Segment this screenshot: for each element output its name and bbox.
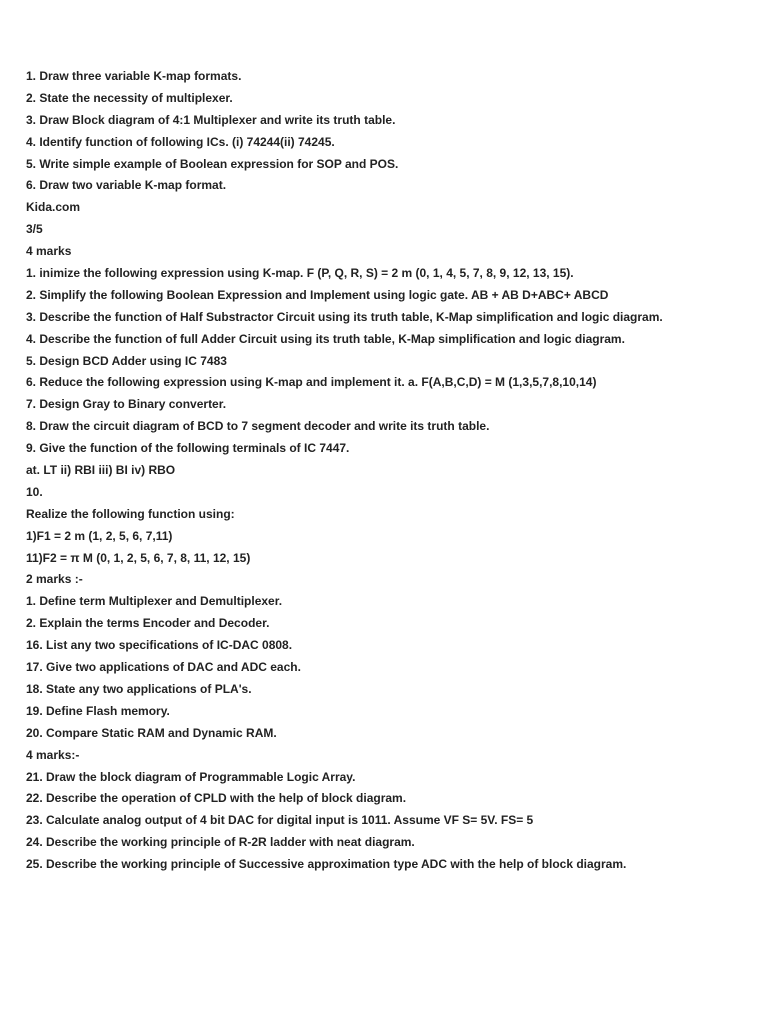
question-line: 6. Reduce the following expression using K-map and implement it. a. F(A,B,C,D) = M (1,3,5,7,8,10,14) bbox=[26, 375, 597, 390]
question-line: 2. State the necessity of multiplexer. bbox=[26, 90, 233, 105]
question-line: 20. Compare Static RAM and Dynamic RAM. bbox=[26, 725, 277, 740]
question-line: 2. Explain the terms Encoder and Decoder. bbox=[26, 616, 270, 631]
question-line: 16. List any two specifications of IC-DAC 0808. bbox=[26, 638, 293, 653]
question-line: 5. Design BCD Adder using IC 7483 bbox=[26, 353, 227, 368]
question-line: 1. inimize the following expression using K-map. F (P, Q, R, S) = 2 m (0, 1, 4, 5, 7, 8, 9, 12, 13, 15). bbox=[26, 266, 574, 281]
document-body bbox=[26, 66, 756, 876]
question-line: 17. Give two applications of DAC and ADC each. bbox=[26, 660, 301, 675]
question-line: 9. Give the function of the following terminals of IC 7447. bbox=[26, 441, 350, 456]
question-line: 3. Describe the function of Half Substractor Circuit using its truth table, K-Map simplification and logic diagram. bbox=[26, 309, 663, 324]
question-line: 8. Draw the circuit diagram of BCD to 7 segment decoder and write its truth table. bbox=[26, 419, 490, 434]
question-line: 6. Draw two variable K-map format. bbox=[26, 178, 227, 193]
question-line: 24. Describe the working principle of R-2R ladder with neat diagram. bbox=[26, 835, 415, 850]
question-line: 19. Define Flash memory. bbox=[26, 703, 170, 718]
source-text: Kida.com bbox=[26, 200, 81, 215]
question-line: 22. Describe the operation of CPLD with the help of block diagram. bbox=[26, 791, 407, 806]
question-line: 2. Simplify the following Boolean Expression and Implement using logic gate. AB + AB D+ABC+ ABCD bbox=[26, 287, 609, 302]
section-heading: 2 marks :- bbox=[26, 572, 83, 587]
question-line: 21. Draw the block diagram of Programmable Logic Array. bbox=[26, 769, 356, 784]
section-heading: 4 marks:- bbox=[26, 747, 80, 762]
question-line: 11)F2 = π M (0, 1, 2, 5, 6, 7, 8, 11, 12, 15) bbox=[26, 550, 251, 565]
question-line: 18. State any two applications of PLA's. bbox=[26, 681, 252, 696]
question-line: 3. Draw Block diagram of 4:1 Multiplexer and write its truth table. bbox=[26, 112, 396, 127]
question-line: 1. Draw three variable K-map formats. bbox=[26, 69, 242, 83]
question-line: 4. Identify function of following ICs. (i) 74244(ii) 74245. bbox=[26, 134, 335, 149]
question-line: 23. Calculate analog output of 4 bit DAC for digital input is 1011. Assume VF S= 5V. FS= 5 bbox=[26, 813, 534, 828]
question-line: 1. Define term Multiplexer and Demultiplexer. bbox=[26, 594, 283, 609]
question-line: 1)F1 = 2 m (1, 2, 5, 6, 7,11) bbox=[26, 528, 173, 543]
page-number: 3/5 bbox=[26, 222, 43, 237]
question-line: at. LT ii) RBI iii) BI iv) RBO bbox=[26, 463, 176, 478]
question-line: 10. bbox=[26, 484, 43, 499]
question-line: 5. Write simple example of Boolean expression for SOP and POS. bbox=[26, 156, 399, 171]
question-line: Realize the following function using: bbox=[26, 506, 235, 521]
question-line: 25. Describe the working principle of Successive approximation type ADC with the help of block diagram. bbox=[26, 857, 627, 872]
question-line: 7. Design Gray to Binary converter. bbox=[26, 397, 227, 412]
question-line: 4. Describe the function of full Adder Circuit using its truth table, K-Map simplification and logic diagram. bbox=[26, 331, 625, 346]
section-heading: 4 marks bbox=[26, 244, 72, 259]
